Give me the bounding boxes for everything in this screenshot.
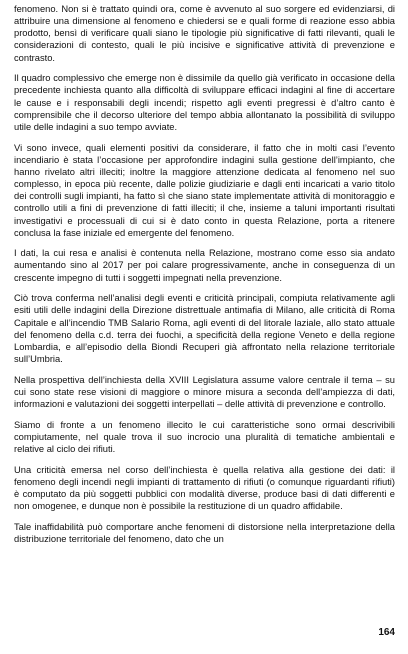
body-paragraph-5: Ciò trova conferma nell’analisi degli eventi e criticità principali, compiuta relativamente agli esiti utili delle indagini della Direzione distrettuale antimafia di Milano, alle criticità di Roma Capitale e all’incendio TMB Salario Roma, agli eventi di del litorale laziale, allo stato attuale del fenomeno della c.d. terra dei fuochi, a specificità della regione Veneto e della regione Lombardia, e all’episodio della Biondi Recuperi già affrontato nella relazione territoriale sull’Umbria.: [14, 293, 395, 365]
body-paragraph-9: Tale inaffidabilità può comportare anche fenomeni di distorsione nella interpretazione della distribuzione territoriale del fenomeno, dato che un: [14, 521, 395, 544]
body-paragraph-8: Una criticità emersa nel corso dell’inchiesta è quella relativa alla gestione dei dati: il fenomeno degli incendi negli impianti di trattamento di rifiuti (o comunque riguardanti rifiuti) è computato da più soggetti pubblici con modalità diverse, produce basi di dati differenti e non omogenee, e dunque non è possibile la restituzione di un quadro affidabile.: [14, 464, 395, 512]
body-paragraph-7: Siamo di fronte a un fenomeno illecito le cui caratteristiche sono ormai descrivibili compiutamente, nel quale trova il suo incrocio una pluralità di tematiche ambientali e relative al ciclo dei rifiuti.: [14, 419, 395, 454]
body-paragraph-3: Vi sono invece, quali elementi positivi da considerare, il fatto che in molti casi l’evento incendiario è stata l’occasione per approfondire indagini sulla gestione dell’impianto, che hanno rivelato altri illeciti; inoltre la maggiore attenzione dedicata al fenomeno nel suo complesso, in epoca più recente, dalle polizie giudiziarie e dagli enti incaricati a vario titolo dei controlli sugli impianti, ha fatto sì che siano state implementate attività di monitoraggio e controllo utili a fini di prevenzione di fatti illeciti; il che, insieme a taluni importanti risultati investigativi e processuali di cui si è dato conto in questa Relazione, porta a ritenere conclusa la fase iniziale ed emergente del fenomeno.: [14, 142, 395, 238]
body-paragraph-2: Il quadro complessivo che emerge non è dissimile da quello già verificato in occasione della precedente inchiesta quanto alla difficoltà di sviluppare efficaci indagini al fine di accertare le cause e i responsabili degli incendi; rispetto agli eventi pregressi è d’altro canto è comprensibile che il decorso ulteriore del tempo abbia allontanato la possibilità di sviluppo utile delle indagini a suo tempo avviate.: [14, 73, 395, 132]
body-paragraph-1: fenomeno. Non si è trattato quindi ora, come è avvenuto al suo sorgere ed evidenziarsi, di attribuire una dimensione al fenomeno e chiedersi se e quali forme di reazione esso abbia prodotto, bensì di verificare quali siano le tipologie più significative di fatti rilevanti, quali le considerazioni di contesto, quali le più incisive e significative attività di prevenzione e contrasto.: [14, 4, 395, 63]
body-paragraph-4: I dati, la cui resa e analisi è contenuta nella Relazione, mostrano come esso sia andato aumentando sino al 2017 per poi calare progressivamente, anche in conseguenza di un crescente impegno di tutti i soggetti impegnati nella prevenzione.: [14, 248, 395, 283]
document-page: [14, 3, 395, 651]
page-number: 164: [378, 627, 395, 638]
body-paragraph-6: Nella prospettiva dell’inchiesta della XVIII Legislatura assume valore centrale il tema – su cui sono state rese visioni di maggiore o minore misura a seconda dell’ampiezza di dati, informazioni e valutazioni dei soggetti interpellati – delle attività di prevenzione e controllo.: [14, 374, 395, 410]
